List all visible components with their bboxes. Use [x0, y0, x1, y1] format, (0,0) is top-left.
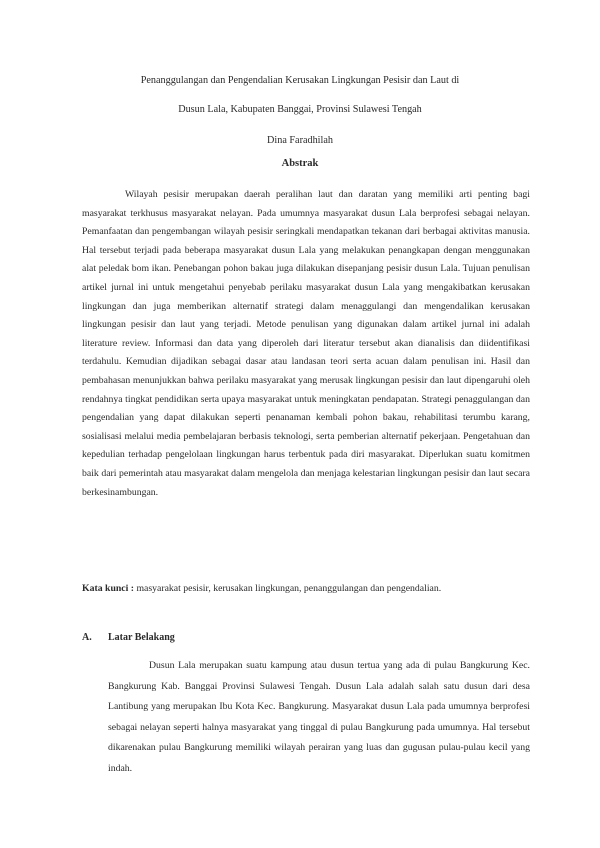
- keywords-label: Kata kunci :: [82, 583, 135, 594]
- section-title: Latar Belakang: [108, 632, 175, 643]
- keywords-text: masyarakat pesisir, kerusakan lingkungan, penanggulangan dan pengendalian.: [136, 583, 442, 594]
- section-number: A.: [82, 632, 92, 643]
- section-heading: [82, 632, 175, 643]
- paper-title-line-2: Dusun Lala, Kabupaten Banggai, Provinsi Sulawesi Tengah: [178, 104, 422, 115]
- abstract-heading: Abstrak: [281, 158, 319, 169]
- author-name: Dina Faradhilah: [267, 135, 333, 146]
- section-body-text: Dusun Lala merupakan suatu kampung atau dusun tertua yang ada di pulau Bangkurung Kec. Bangkurung Kab. Banggai Provinsi Sulawesi Tengah. Dusun Lala adalah salah satu dusun dari desa Lantibung yang merupakan Ibu Kota Kec. Bangkurung. Masyarakat dusun Lala pada umumnya berprofesi sebagai nelayan seperti halnya masyarakat yang tinggal di pulau Bangkurung pada umumnya. Hal tersebut dikarenakan pulau Bangkurung memiliki wilayah perairan yang luas dan gugusan pulau-pulau kecil yang indah.: [108, 660, 530, 774]
- abstract-text: Wilayah pesisir merupakan daerah peralihan laut dan daratan yang memiliki arti penting bagi masyarakat terkhusus masyarakat nelayan. Pada umumnya masyarakat dusun Lala berprofesi sebagai nelayan. Pemanfaatan dan pengembangan wilayah pesisir seringkali mendapatkan tekanan dari berbagai aktivitas manusia. Hal tersebut terjadi pada beberapa masyarakat dusun Lala yang melakukan penangkapan dengan menggunakan alat peledak bom ikan. Penebangan pohon bakau juga dilakukan disepanjang pesisir dusun Lala. Tujuan penulisan artikel jurnal ini untuk mengetahui penyebab perilaku masyarakat dusun Lala yang mengakibatkan kerusakan lingkungan dan juga memberikan alternatif strategi dalam menaggulangi dan mengendalikan kerusakan lingkungan pesisir dan laut yang terjadi. Metode penulisan yang digunakan dalam artikel jurnal ini adalah literature review. Informasi dan data yang diperoleh dari literatur tersebut akan dianalisis dan diidentifikasi terdahulu. Kemudian dijadikan sebagai dasar atau landasan teori serta acuan dalam penulisan ini. Hasil dan pembahasan menunjukkan bahwa perilaku masyarakat yang merusak lingkungan pesisir dan laut dipengaruhi oleh rendahnya tingkat pendidikan serta upaya masyarakat untuk meningkatan pendapatan. Strategi penaggulangan dan pengendalian yang dapat dilakukan seperti penanaman kembali pohon bakau, rehabilitasi terumbu karang, sosialisasi melalui media pembelajaran berbasis teknologi, serta pemberian alternatif pekerjaan. Pengetahuan dan kepedulian terhadap pengelolaan lingkungan harus terbentuk pada diri masyarakat. Diperlukan suatu komitmen baik dari pemerintah atau masyarakat dalam mengelola dan menjaga kelestarian lingkungan pesisir dan laut secara berkesinambungan.: [82, 189, 530, 498]
- paper-title-line-1: Penanggulangan dan Pengendalian Kerusakan Lingkungan Pesisir dan Laut di: [140, 75, 460, 86]
- keywords: [82, 582, 542, 596]
